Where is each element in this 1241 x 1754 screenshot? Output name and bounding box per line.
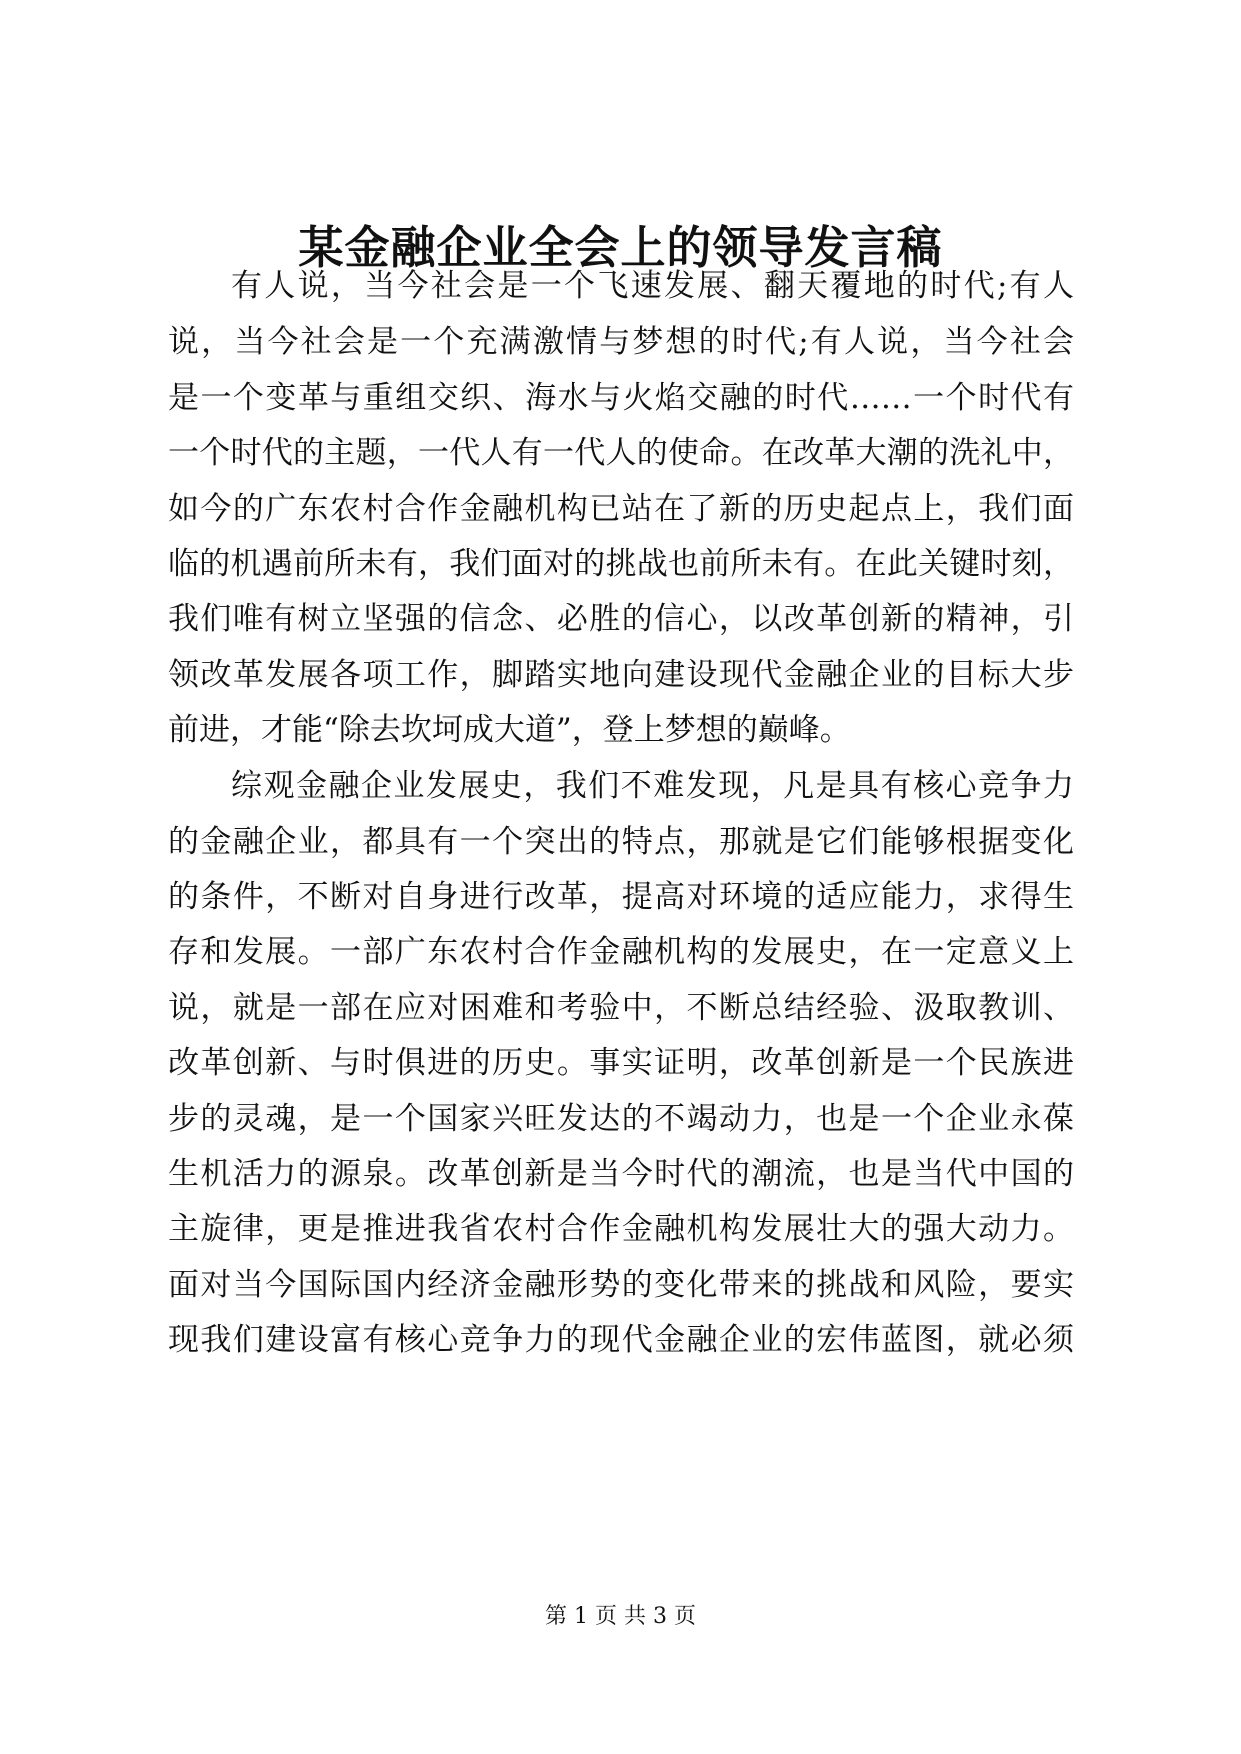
paragraph-line: 的条件，不断对自身进行改革，提高对环境的适应能力，求得生 (168, 879, 1074, 915)
paragraph-line: 的金融企业，都具有一个突出的特点，那就是它们能够根据变化 (168, 824, 1074, 860)
document-title: 某金融企业全会上的领导发言稿 (298, 221, 943, 274)
paragraph-line: 一个时代的主题，一代人有一代人的使命。在改革大潮的洗礼中， (168, 435, 1074, 471)
paragraph-line: 主旋律，更是推进我省农村合作金融机构发展壮大的强大动力。 (168, 1211, 1074, 1247)
paragraph-line: 有人说，当今社会是一个飞速发展、翻天覆地的时代;有人 (231, 268, 1074, 304)
paragraph-line: 改革创新、与时俱进的历史。事实证明，改革创新是一个民族进 (168, 1045, 1074, 1081)
paragraph-line: 前进，才能“除去坎坷成大道”，登上梦想的巅峰。 (168, 712, 851, 748)
paragraph-line: 存和发展。一部广东农村合作金融机构的发展史，在一定意义上 (168, 934, 1074, 970)
paragraph-line: 领改革发展各项工作，脚踏实地向建设现代金融企业的目标大步 (168, 657, 1074, 693)
paragraph-line: 现我们建设富有核心竞争力的现代金融企业的宏伟蓝图，就必须 (168, 1322, 1074, 1358)
page-number-footer: 第 1 页 共 3 页 (545, 1604, 696, 1629)
paragraph-line: 我们唯有树立坚强的信念、必胜的信心，以改革创新的精神，引 (168, 601, 1074, 637)
paragraph-line: 综观金融企业发展史，我们不难发现，凡是具有核心竞争力 (231, 768, 1074, 804)
paragraph-line: 步的灵魂，是一个国家兴旺发达的不竭动力，也是一个企业永葆 (168, 1101, 1074, 1137)
paragraph-line: 说，就是一部在应对困难和考验中，不断总结经验、汲取教训、 (168, 990, 1074, 1026)
paragraph-line: 说，当今社会是一个充满激情与梦想的时代;有人说，当今社会 (168, 324, 1074, 360)
paragraph-line: 临的机遇前所未有，我们面对的挑战也前所未有。在此关键时刻， (168, 546, 1074, 582)
paragraph-line: 如今的广东农村合作金融机构已站在了新的历史起点上，我们面 (168, 491, 1074, 527)
paragraph-line: 面对当今国际国内经济金融形势的变化带来的挑战和风险，要实 (168, 1267, 1074, 1303)
paragraph-line: 生机活力的源泉。改革创新是当今时代的潮流，也是当代中国的 (168, 1156, 1074, 1192)
paragraph-line: 是一个变革与重组交织、海水与火焰交融的时代……一个时代有 (168, 380, 1074, 416)
